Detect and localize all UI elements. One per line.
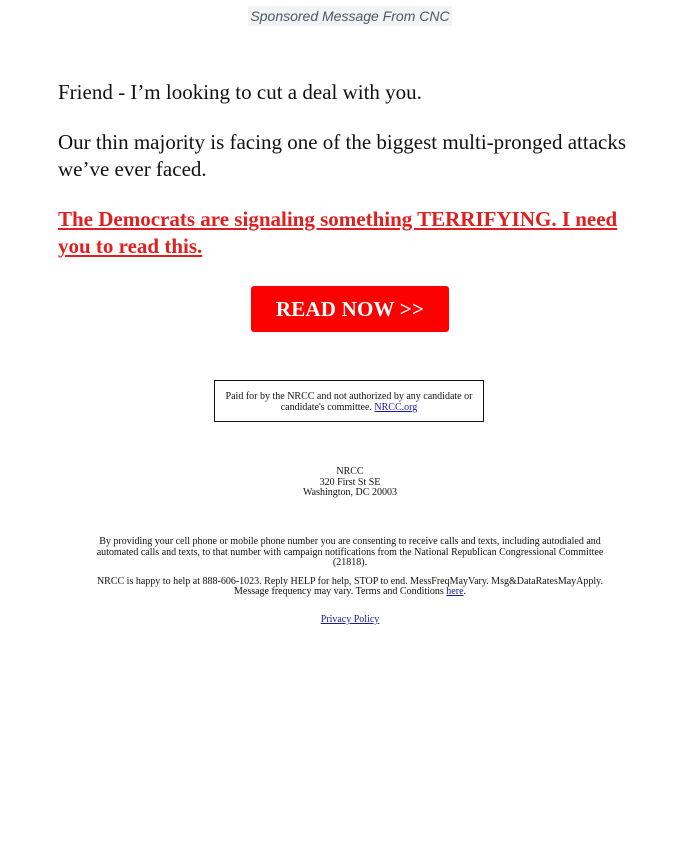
- privacy-policy-link[interactable]: Privacy Policy: [320, 614, 380, 625]
- address-name: NRCC: [336, 466, 364, 477]
- terms-link[interactable]: here: [446, 586, 464, 597]
- help-paragraph: [95, 577, 605, 598]
- address-city: Washington, DC 20003: [303, 487, 397, 498]
- read-now-button[interactable]: READ NOW >>: [251, 286, 449, 332]
- address-street: 320 First St SE: [319, 476, 381, 488]
- cta-container: [0, 286, 700, 332]
- sponsor-banner: [0, 6, 700, 26]
- nrcc-org-link[interactable]: NRCC.org: [374, 402, 418, 413]
- consent-text: By providing your cell phone or mobile phone number you are consenting to receive calls and texts, including autodialed and automated calls and texts, to that number with campaign notifications from the National Republican Congressional Committee (21818).: [96, 536, 604, 568]
- privacy-container: [0, 614, 700, 625]
- paid-for-disclaimer-box: [214, 380, 484, 422]
- terms-suffix: .: [463, 586, 467, 597]
- sms-disclaimer: [95, 537, 605, 606]
- body-paragraph: Our thin majority is facing one of the biggest multi-pronged attacks we’ve ever faced.: [58, 130, 627, 181]
- paid-for-text: Paid for by the NRCC and not authorized by any candidate or candidate's committee.: [225, 391, 473, 413]
- help-text: NRCC is happy to help at 888-606-1023. Reply HELP for help, STOP to end. MessFreqMayVary. Msg&DataRatesMayApply. Message frequency may vary. Terms and Conditions: [96, 575, 604, 597]
- sponsor-text: Sponsored Message From CNC: [250, 8, 450, 24]
- headline-link[interactable]: The Democrats are signaling something TERRIFYING. I need you to read this.: [58, 207, 618, 258]
- email-body: [58, 79, 648, 260]
- mailing-address: [0, 467, 700, 499]
- greeting-text: Friend - I’m looking to cut a deal with you.: [58, 80, 422, 104]
